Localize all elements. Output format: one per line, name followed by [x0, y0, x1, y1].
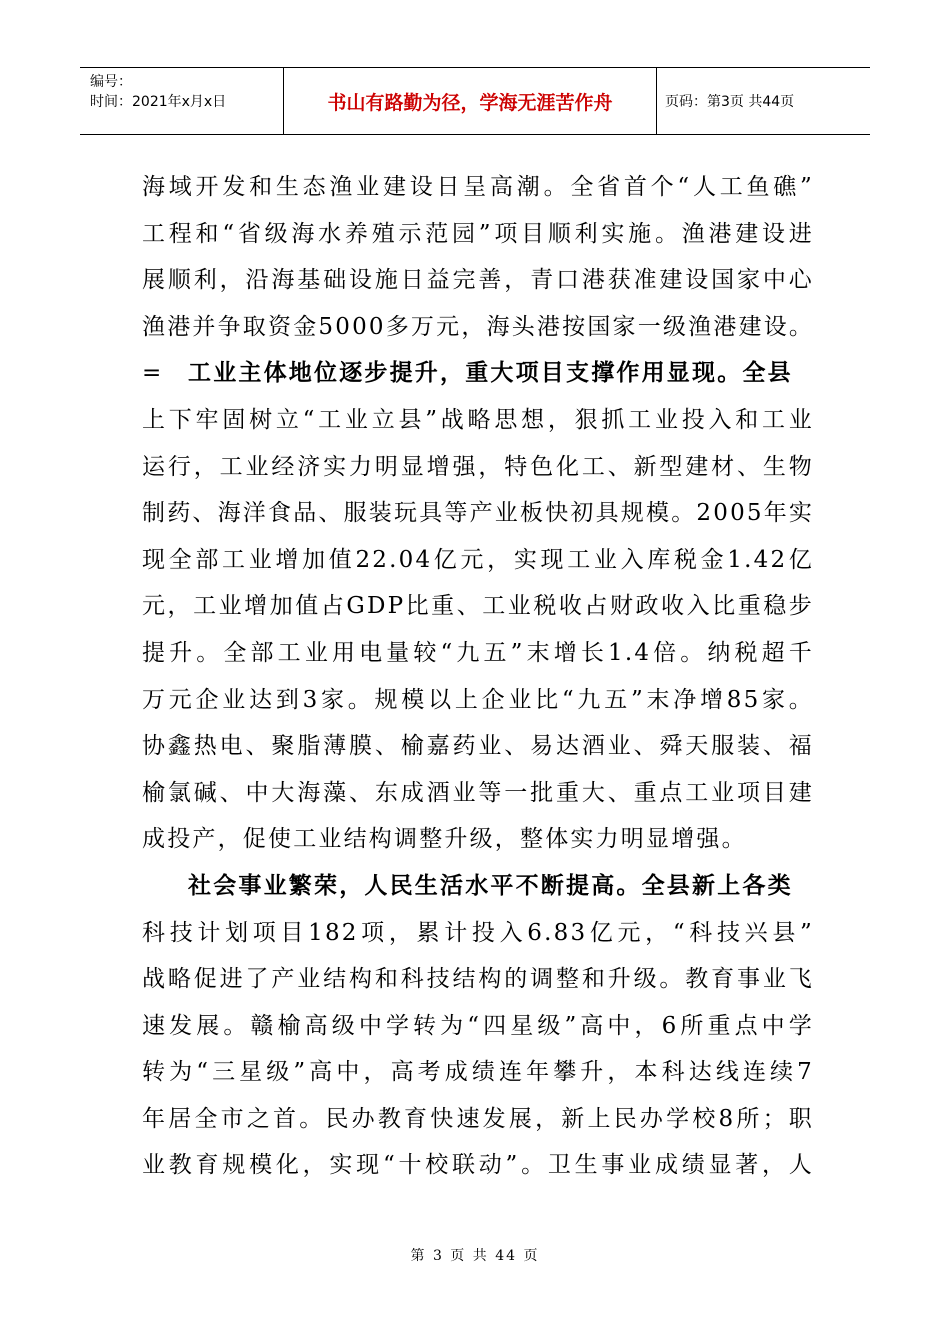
- body-line: 转为“三星级”高中，高考成绩连年攀升，本科达线连续7: [142, 1059, 814, 1086]
- body-line: 提升。全部工业用电量较“九五”末增长1.4倍。纳税超千: [142, 639, 814, 666]
- body-line: 成投产，促使工业结构调整升级，整体实力明显增强。: [142, 826, 747, 853]
- document-body: [142, 164, 814, 1189]
- body-line: 战略促进了产业结构和科技结构的调整和升级。教育事业飞: [142, 966, 814, 993]
- body-line: 工程和“省级海水养殖示范园”项目顺利实施。渔港建设进: [142, 220, 814, 247]
- body-line: 科技计划项目182项，累计投入6.83亿元，“科技兴县”: [142, 919, 814, 946]
- body-line: 榆氯碱、中大海藻、东成酒业等一批重大、重点工业项目建: [142, 779, 814, 806]
- body-line: 元，工业增加值占GDP比重、工业税收占财政收入比重稳步: [142, 593, 814, 620]
- body-line: 海域开发和生态渔业建设日呈高潮。全省首个“人工鱼礁”: [142, 174, 814, 200]
- body-line: 现全部工业增加值22.04亿元，实现工业入库税金1.42亿: [142, 546, 814, 573]
- body-line: 万元企业达到3家。规模以上企业比“九五”末净增85家。: [142, 686, 814, 713]
- header-motto: 书山有路勤为径，学海无涯苦作舟: [327, 91, 613, 114]
- body-line: 业教育规模化，实现“十校联动”。卫生事业成绩显著，人: [142, 1152, 814, 1179]
- body-line: 协鑫热电、聚脂薄膜、榆嘉药业、易达酒业、舜天服装、福: [142, 733, 814, 760]
- section-heading-text: 工业主体地位逐步提升，重大项目支撑作用显现。全县: [188, 359, 793, 387]
- body-line: 上下牢固树立“工业立县”战略思想，狠抓工业投入和工业: [142, 406, 814, 433]
- body-line: 展顺利，沿海基础设施日益完善，青口港获准建设国家中心: [142, 267, 814, 294]
- body-line: 制药、海洋食品、服装玩具等产业板快初具规模。2005年实: [142, 500, 815, 527]
- document-number-label: 编号：: [90, 74, 132, 90]
- document-header: [80, 67, 870, 135]
- section-marker: =: [142, 360, 164, 387]
- section-heading-line: 社会事业繁荣，人民生活水平不断提高。全县新上各类: [188, 871, 793, 899]
- body-line: 运行，工业经济实力明显增强，特色化工、新型建材、生物: [142, 453, 814, 480]
- body-line: 速发展。赣榆高级中学转为“四星级”高中，6所重点中学: [142, 1012, 814, 1039]
- document-time-label: 时间：2021年x月x日: [90, 94, 227, 110]
- body-line: 渔港并争取资金5000多万元，海头港按国家一级渔港建设。: [142, 313, 815, 340]
- page-footer: 第 3 页 共 44 页: [410, 1248, 540, 1264]
- header-page-info: 页码：第3页 共44页: [665, 94, 795, 110]
- body-line: 年居全市之首。民办教育快速发展，新上民办学校8所；职: [142, 1105, 814, 1132]
- header-meta: [80, 68, 283, 134]
- section-heading-line: [142, 350, 814, 397]
